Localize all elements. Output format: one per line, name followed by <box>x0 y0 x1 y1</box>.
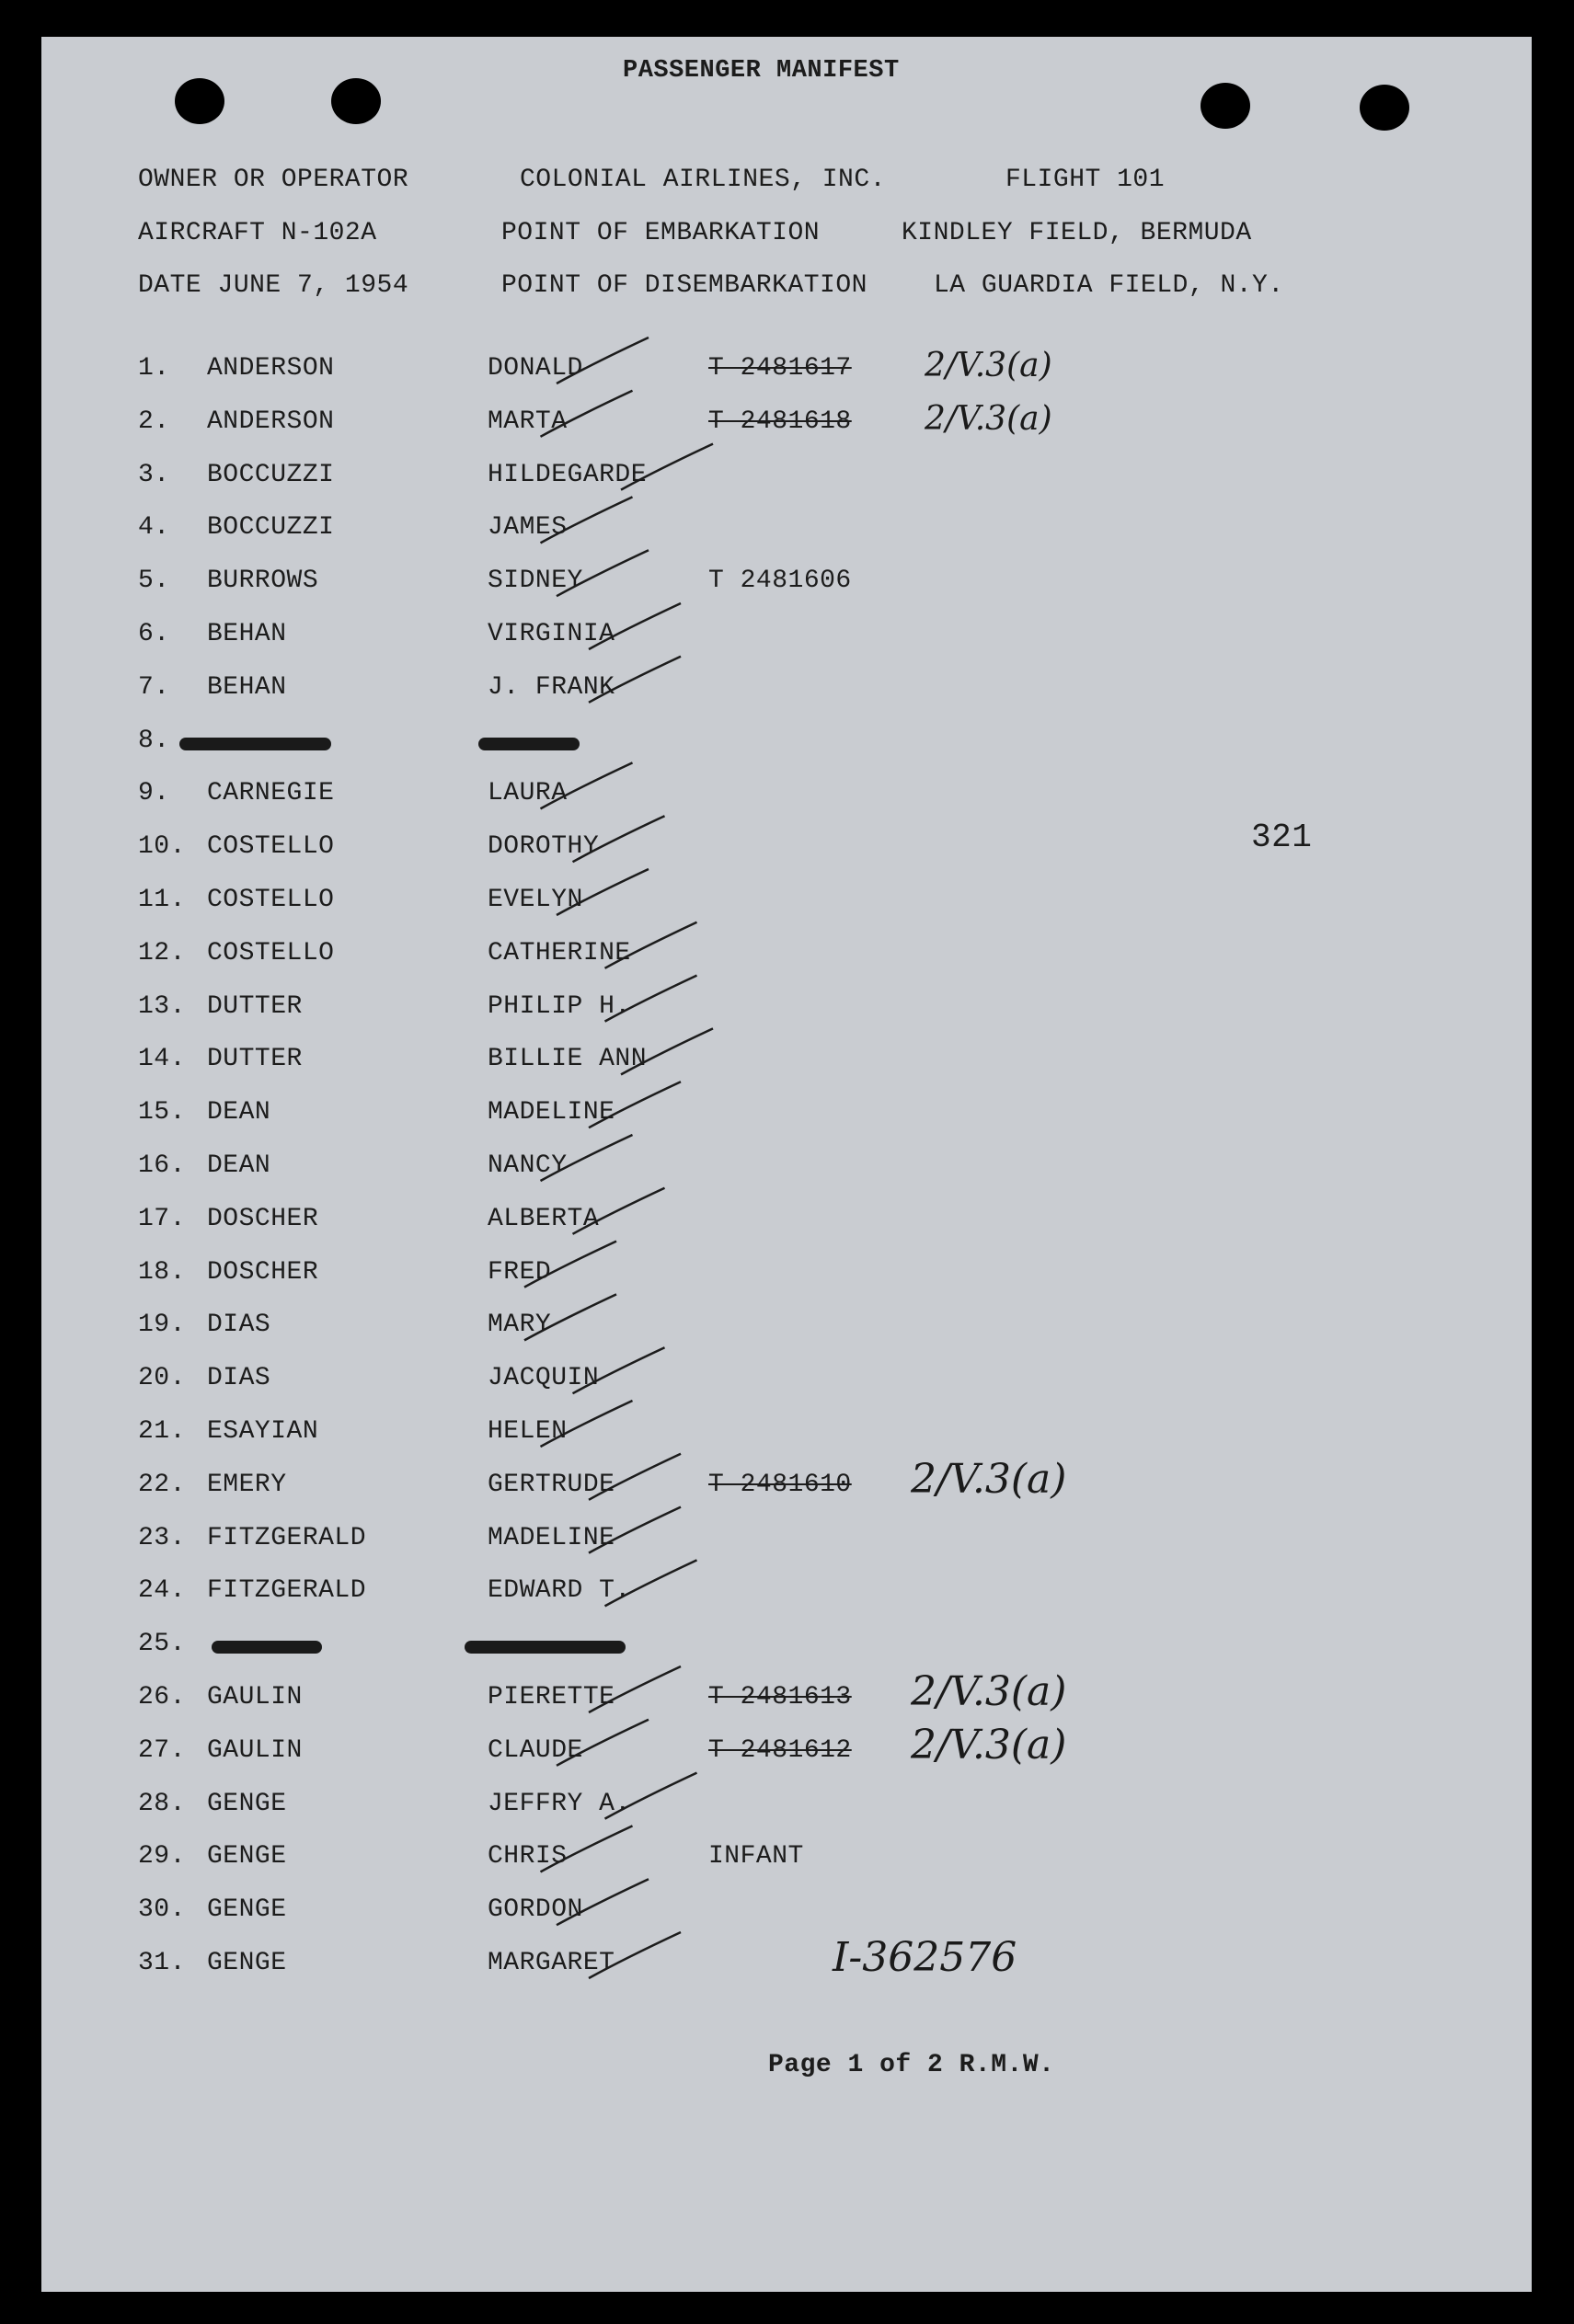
check-mark <box>541 497 633 543</box>
passenger-first-name: JAMES <box>488 513 568 543</box>
passenger-last-name: COSTELLO <box>207 832 335 862</box>
passenger-first-name: PHILIP H. <box>488 991 631 1021</box>
passenger-number: 8. <box>138 726 170 755</box>
passenger-first-name: MARGARET <box>488 1949 615 1977</box>
passenger-last-name: DUTTER <box>207 991 303 1021</box>
passenger-first-name: J. FRANK <box>488 672 615 702</box>
passenger-last-name: GAULIN <box>207 1683 303 1712</box>
check-mark <box>557 550 649 596</box>
check-mark <box>541 1401 633 1447</box>
passenger-last-name: ESAYIAN <box>207 1417 319 1446</box>
passenger-ticket-note: T 2481613 <box>708 1683 852 1712</box>
passenger-last-name: DEAN <box>207 1098 271 1128</box>
passenger-number: 22. <box>138 1470 186 1499</box>
check-mark <box>605 1560 697 1606</box>
passenger-last-name: DIAS <box>207 1311 271 1340</box>
passenger-first-name: CLAUDE <box>488 1735 583 1765</box>
passenger-number: 24. <box>138 1576 186 1606</box>
passenger-number: 4. <box>138 513 170 543</box>
passenger-last-name: ANDERSON <box>207 406 335 436</box>
check-mark <box>557 338 649 384</box>
passenger-last-name: ANDERSON <box>207 354 335 383</box>
check-mark <box>589 1082 681 1128</box>
passenger-ticket-note: INFANT <box>708 1842 804 1872</box>
passenger-first-name: DONALD <box>488 354 583 383</box>
passenger-first-name: NANCY <box>488 1151 568 1180</box>
manifest-page <box>41 37 1532 2292</box>
check-marks <box>41 37 1532 2292</box>
passenger-first-name: GORDON <box>488 1895 583 1925</box>
passenger-first-name: MARTA <box>488 406 568 436</box>
passenger-last-name: DEAN <box>207 1151 271 1180</box>
check-mark <box>605 976 697 1022</box>
passenger-last-name: DUTTER <box>207 1045 303 1074</box>
check-mark <box>589 1932 681 1978</box>
passenger-first-name: JACQUIN <box>488 1364 600 1393</box>
passenger-number: 11. <box>138 886 186 914</box>
check-mark <box>557 1879 649 1925</box>
passenger-number: 1. <box>138 354 170 383</box>
page-footer: Page 1 of 2 R.M.W. <box>768 2051 1055 2079</box>
passenger-first-name: EDWARD T. <box>488 1576 631 1606</box>
passenger-number: 2. <box>138 406 170 436</box>
passenger-last-name: COSTELLO <box>207 886 335 914</box>
passenger-number: 16. <box>138 1151 186 1180</box>
passenger-ticket-note: T 2481612 <box>708 1735 852 1765</box>
check-mark <box>589 1666 681 1712</box>
passenger-first-name: ALBERTA <box>488 1204 600 1233</box>
handwritten-annotation: 2/V.3(a) <box>925 347 1052 384</box>
check-mark <box>573 1347 665 1393</box>
passenger-number: 31. <box>138 1949 186 1977</box>
passenger-first-name: FRED <box>488 1257 552 1287</box>
passenger-last-name: COSTELLO <box>207 938 335 967</box>
passenger-first-name: CATHERINE <box>488 938 631 967</box>
passenger-last-name: GENGE <box>207 1789 287 1818</box>
passenger-last-name: DIAS <box>207 1364 271 1393</box>
passenger-first-name: HILDEGARDE <box>488 460 648 489</box>
passenger-number: 20. <box>138 1364 186 1393</box>
passenger-number: 26. <box>138 1683 186 1712</box>
handwritten-annotation: 2/V.3(a) <box>911 1668 1067 1715</box>
check-mark <box>557 869 649 915</box>
passenger-number: 27. <box>138 1735 186 1765</box>
passenger-first-name: EVELYN <box>488 886 583 914</box>
passenger-last-name: BOCCUZZI <box>207 513 335 543</box>
passenger-first-name: SIDNEY <box>488 567 583 596</box>
passenger-last-name: DOSCHER <box>207 1204 319 1233</box>
passenger-last-name: GENGE <box>207 1949 287 1977</box>
check-mark <box>589 1454 681 1500</box>
check-mark <box>605 1773 697 1819</box>
passenger-number: 5. <box>138 567 170 596</box>
passenger-number: 9. <box>138 779 170 808</box>
passenger-number: 23. <box>138 1523 186 1552</box>
passenger-first-name: HELEN <box>488 1417 568 1446</box>
check-mark <box>541 762 633 808</box>
stamp-number: 321 <box>1251 819 1313 856</box>
check-mark <box>557 1720 649 1766</box>
disembarkation-label: POINT OF DISEMBARKATION <box>501 271 867 300</box>
passenger-number: 10. <box>138 832 186 862</box>
check-mark <box>589 1507 681 1553</box>
disembarkation-value: LA GUARDIA FIELD, N.Y. <box>934 271 1284 300</box>
passenger-first-name: MARY <box>488 1311 552 1340</box>
check-mark <box>589 603 681 649</box>
handwritten-annotation: 2/V.3(a) <box>911 1455 1067 1503</box>
check-mark <box>621 444 713 490</box>
passenger-first-name: PIERETTE <box>488 1683 615 1712</box>
passenger-last-name: BEHAN <box>207 620 287 648</box>
check-mark <box>541 391 633 437</box>
passenger-last-name: EMERY <box>207 1470 287 1499</box>
passenger-first-name: CHRIS <box>488 1842 568 1872</box>
check-mark <box>573 1188 665 1234</box>
embarkation-value: KINDLEY FIELD, BERMUDA <box>902 219 1252 247</box>
passenger-last-name: FITZGERALD <box>207 1576 367 1606</box>
passenger-number: 21. <box>138 1417 186 1446</box>
passenger-number: 7. <box>138 672 170 702</box>
passenger-last-name: BURROWS <box>207 567 319 596</box>
passenger-number: 15. <box>138 1098 186 1128</box>
passenger-number: 29. <box>138 1842 186 1872</box>
page-title: PASSENGER MANIFEST <box>623 57 900 85</box>
passenger-first-name: LAURA <box>488 779 568 808</box>
passenger-number: 17. <box>138 1204 186 1233</box>
passenger-number: 14. <box>138 1045 186 1074</box>
passenger-last-name: DOSCHER <box>207 1257 319 1287</box>
passenger-number: 12. <box>138 938 186 967</box>
passenger-last-name: GAULIN <box>207 1735 303 1765</box>
passenger-last-name: BEHAN <box>207 672 287 702</box>
passenger-first-name: VIRGINIA <box>488 620 615 648</box>
passenger-number: 18. <box>138 1257 186 1287</box>
passenger-last-name: CARNEGIE <box>207 779 335 808</box>
passenger-first-name: BILLIE ANN <box>488 1045 648 1074</box>
check-mark <box>541 1135 633 1181</box>
passenger-last-name: BOCCUZZI <box>207 460 335 489</box>
handwritten-annotation: I-362576 <box>833 1934 1017 1981</box>
passenger-number: 30. <box>138 1895 186 1925</box>
passenger-number: 3. <box>138 460 170 489</box>
passenger-first-name: GERTRUDE <box>488 1470 615 1499</box>
passenger-number: 19. <box>138 1311 186 1340</box>
passenger-last-name: FITZGERALD <box>207 1523 367 1552</box>
passenger-ticket-note: T 2481610 <box>708 1470 852 1499</box>
check-mark <box>605 922 697 968</box>
passenger-number: 28. <box>138 1789 186 1818</box>
passenger-number: 13. <box>138 991 186 1021</box>
handwritten-annotation: 2/V.3(a) <box>911 1721 1067 1769</box>
check-mark <box>524 1294 616 1340</box>
passenger-ticket-note: T 2481606 <box>708 567 852 596</box>
check-mark <box>573 816 665 862</box>
passenger-first-name: DOROTHY <box>488 832 600 862</box>
passenger-ticket-note: T 2481617 <box>708 354 852 383</box>
check-mark <box>589 657 681 703</box>
passenger-first-name: MADELINE <box>488 1098 615 1128</box>
passenger-first-name: JEFFRY A. <box>488 1789 631 1818</box>
embarkation-label: POINT OF EMBARKATION <box>501 219 821 247</box>
owner-value: COLONIAL AIRLINES, INC. <box>520 166 886 194</box>
check-mark <box>541 1826 633 1872</box>
passenger-first-name: MADELINE <box>488 1523 615 1552</box>
passenger-last-name: GENGE <box>207 1895 287 1925</box>
flight-number: FLIGHT 101 <box>1005 166 1166 194</box>
passenger-number: 6. <box>138 620 170 648</box>
handwritten-annotation: 2/V.3(a) <box>925 399 1052 438</box>
owner-label: OWNER OR OPERATOR <box>138 166 409 194</box>
check-mark <box>621 1028 713 1074</box>
aircraft: AIRCRAFT N-102A <box>138 219 377 247</box>
check-mark <box>524 1242 616 1288</box>
passenger-last-name: GENGE <box>207 1842 287 1872</box>
passenger-number: 25. <box>138 1630 186 1659</box>
passenger-ticket-note: T 2481618 <box>708 406 852 436</box>
flight-date: DATE JUNE 7, 1954 <box>138 271 409 300</box>
